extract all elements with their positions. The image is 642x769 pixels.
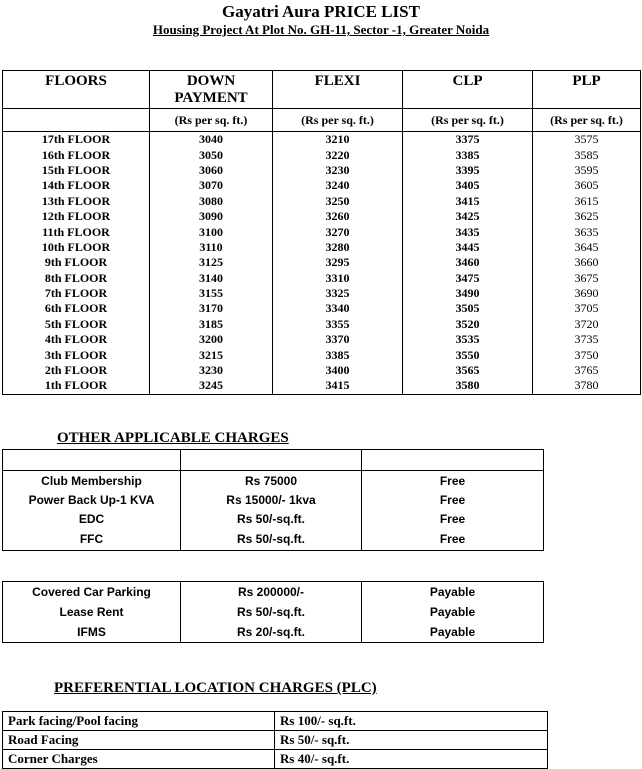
flexi-cell: 3355 <box>273 317 403 332</box>
flexi-cell: 3340 <box>273 301 403 316</box>
clp-cell: 3505 <box>403 301 533 316</box>
charge-amount-cell: Rs 50/-sq.ft. <box>181 528 362 551</box>
flexi-cell: 3385 <box>273 347 403 362</box>
table-row <box>3 712 548 731</box>
column-header-plp: PLP <box>533 71 641 109</box>
plp-cell: 3575 <box>533 132 641 148</box>
clp-cell: 3445 <box>403 240 533 255</box>
page-title: Gayatri Aura PRICE LIST <box>222 2 420 21</box>
table-row <box>3 301 641 316</box>
charge-name-cell: Power Back Up-1 KVA <box>3 490 181 509</box>
clp-cell: 3415 <box>403 194 533 209</box>
table-row <box>3 132 641 148</box>
charge-name-cell: EDC <box>3 509 181 528</box>
flexi-cell: 3325 <box>273 286 403 301</box>
down-payment-cell: 3185 <box>150 317 273 332</box>
clp-cell: 3460 <box>403 255 533 270</box>
floor-cell: 17th FLOOR <box>3 132 150 148</box>
clp-cell: 3405 <box>403 178 533 193</box>
plc-location-cell: Park facing/Pool facing <box>3 712 275 731</box>
other-charges-heading: OTHER APPLICABLE CHARGES <box>57 430 289 446</box>
clp-cell: 3395 <box>403 163 533 178</box>
floor-cell: 6th FLOOR <box>3 301 150 316</box>
charge-status-cell: Free <box>362 509 544 528</box>
flexi-cell: 3220 <box>273 147 403 162</box>
table-row <box>3 750 548 769</box>
unit-cell-floors <box>3 109 150 132</box>
flexi-cell: 3260 <box>273 209 403 224</box>
floor-cell: 5th FLOOR <box>3 317 150 332</box>
down-payment-cell: 3200 <box>150 332 273 347</box>
charge-amount-cell: Rs 75000 <box>181 471 362 491</box>
flexi-cell: 3310 <box>273 271 403 286</box>
flexi-cell: 3210 <box>273 132 403 148</box>
floor-cell: 8th FLOOR <box>3 271 150 286</box>
down-payment-cell: 3230 <box>150 363 273 378</box>
charge-status-cell: Free <box>362 490 544 509</box>
floor-cell: 7th FLOOR <box>3 286 150 301</box>
clp-cell: 3580 <box>403 378 533 394</box>
page-subtitle: Housing Project At Plot No. GH-11, Sector -1, Greater Noida <box>152 22 490 37</box>
clp-cell: 3425 <box>403 209 533 224</box>
flexi-cell: 3250 <box>273 194 403 209</box>
flexi-cell: 3270 <box>273 224 403 239</box>
price-table <box>2 70 641 395</box>
down-payment-cell: 3040 <box>150 132 273 148</box>
plp-cell: 3585 <box>533 147 641 162</box>
down-payment-cell: 3125 <box>150 255 273 270</box>
flexi-cell: 3240 <box>273 178 403 193</box>
table-row <box>3 332 641 347</box>
plc-rate-cell: Rs 50/- sq.ft. <box>275 731 548 750</box>
plp-cell: 3780 <box>533 378 641 394</box>
floor-cell: 12th FLOOR <box>3 209 150 224</box>
table-row <box>3 509 544 528</box>
clp-cell: 3565 <box>403 363 533 378</box>
down-payment-cell: 3215 <box>150 347 273 362</box>
blank-cell <box>3 450 181 471</box>
plp-cell: 3635 <box>533 224 641 239</box>
plc-heading: PREFERENTIAL LOCATION CHARGES (PLC) <box>54 680 377 696</box>
table-row <box>3 240 641 255</box>
charge-amount-cell: Rs 200000/- <box>181 582 362 603</box>
charge-status-cell: Free <box>362 471 544 491</box>
table-row <box>3 378 641 394</box>
plc-rate-cell: Rs 100/- sq.ft. <box>275 712 548 731</box>
table-row <box>3 286 641 301</box>
clp-cell: 3490 <box>403 286 533 301</box>
down-payment-cell: 3080 <box>150 194 273 209</box>
charge-amount-cell: Rs 20/-sq.ft. <box>181 622 362 643</box>
table-row <box>3 317 641 332</box>
table-row <box>3 255 641 270</box>
column-header-down-payment: DOWN PAYMENT <box>150 71 273 109</box>
clp-cell: 3535 <box>403 332 533 347</box>
blank-cell <box>181 450 362 471</box>
unit-cell-flexi: (Rs per sq. ft.) <box>273 109 403 132</box>
charge-name-cell: Lease Rent <box>3 602 181 622</box>
price-table-body <box>3 132 641 395</box>
plp-cell: 3660 <box>533 255 641 270</box>
blank-row <box>3 450 544 471</box>
floor-cell: 14th FLOOR <box>3 178 150 193</box>
table-row <box>3 224 641 239</box>
other-charges-body <box>3 450 544 551</box>
plp-cell: 3595 <box>533 163 641 178</box>
table-row <box>3 194 641 209</box>
floor-cell: 16th FLOOR <box>3 147 150 162</box>
down-payment-cell: 3090 <box>150 209 273 224</box>
flexi-cell: 3230 <box>273 163 403 178</box>
charge-amount-cell: Rs 50/-sq.ft. <box>181 509 362 528</box>
plc-rate-cell: Rs 40/- sq.ft. <box>275 750 548 769</box>
table-row <box>3 731 548 750</box>
floor-cell: 1th FLOOR <box>3 378 150 394</box>
floor-cell: 9th FLOOR <box>3 255 150 270</box>
table-row <box>3 347 641 362</box>
unit-cell-clp: (Rs per sq. ft.) <box>403 109 533 132</box>
flexi-cell: 3400 <box>273 363 403 378</box>
charge-amount-cell: Rs 15000/- 1kva <box>181 490 362 509</box>
clp-cell: 3385 <box>403 147 533 162</box>
plp-cell: 3705 <box>533 301 641 316</box>
table-row <box>3 147 641 162</box>
unit-cell-down-payment: (Rs per sq. ft.) <box>150 109 273 132</box>
plp-cell: 3615 <box>533 194 641 209</box>
column-header-floors: FLOORS <box>3 71 150 109</box>
clp-cell: 3435 <box>403 224 533 239</box>
plp-cell: 3625 <box>533 209 641 224</box>
table-row <box>3 622 544 643</box>
clp-cell: 3520 <box>403 317 533 332</box>
charge-name-cell: FFC <box>3 528 181 551</box>
table-row <box>3 582 544 603</box>
down-payment-cell: 3155 <box>150 286 273 301</box>
floor-cell: 11th FLOOR <box>3 224 150 239</box>
parking-charges-body <box>3 582 544 643</box>
down-payment-cell: 3170 <box>150 301 273 316</box>
flexi-cell: 3295 <box>273 255 403 270</box>
column-header-clp: CLP <box>403 71 533 109</box>
table-row <box>3 209 641 224</box>
floor-cell: 2th FLOOR <box>3 363 150 378</box>
plp-cell: 3765 <box>533 363 641 378</box>
plp-cell: 3720 <box>533 317 641 332</box>
table-row <box>3 163 641 178</box>
plc-table-body <box>3 712 548 769</box>
charge-status-cell: Payable <box>362 622 544 643</box>
plc-location-cell: Road Facing <box>3 731 275 750</box>
floor-cell: 13th FLOOR <box>3 194 150 209</box>
charge-name-cell: Club Membership <box>3 471 181 491</box>
table-row <box>3 271 641 286</box>
down-payment-cell: 3100 <box>150 224 273 239</box>
plp-cell: 3750 <box>533 347 641 362</box>
plp-cell: 3605 <box>533 178 641 193</box>
floor-cell: 10th FLOOR <box>3 240 150 255</box>
charge-name-cell: Covered Car Parking <box>3 582 181 603</box>
plp-cell: 3645 <box>533 240 641 255</box>
table-row <box>3 363 641 378</box>
clp-cell: 3375 <box>403 132 533 148</box>
flexi-cell: 3415 <box>273 378 403 394</box>
charge-status-cell: Free <box>362 528 544 551</box>
down-payment-cell: 3110 <box>150 240 273 255</box>
column-header-flexi: FLEXI <box>273 71 403 109</box>
plp-cell: 3690 <box>533 286 641 301</box>
plp-cell: 3735 <box>533 332 641 347</box>
floor-cell: 15th FLOOR <box>3 163 150 178</box>
table-row <box>3 602 544 622</box>
down-payment-cell: 3245 <box>150 378 273 394</box>
table-row <box>3 471 544 491</box>
charge-status-cell: Payable <box>362 582 544 603</box>
table-row <box>3 490 544 509</box>
table-row <box>3 528 544 551</box>
floor-cell: 3th FLOOR <box>3 347 150 362</box>
clp-cell: 3475 <box>403 271 533 286</box>
clp-cell: 3550 <box>403 347 533 362</box>
charge-name-cell: IFMS <box>3 622 181 643</box>
parking-charges-table <box>2 581 544 643</box>
flexi-cell: 3280 <box>273 240 403 255</box>
unit-cell-plp: (Rs per sq. ft.) <box>533 109 641 132</box>
charge-amount-cell: Rs 50/-sq.ft. <box>181 602 362 622</box>
flexi-cell: 3370 <box>273 332 403 347</box>
charge-status-cell: Payable <box>362 602 544 622</box>
plc-table <box>2 711 548 769</box>
down-payment-cell: 3050 <box>150 147 273 162</box>
down-payment-cell: 3070 <box>150 178 273 193</box>
blank-cell <box>362 450 544 471</box>
plc-location-cell: Corner Charges <box>3 750 275 769</box>
down-payment-cell: 3060 <box>150 163 273 178</box>
down-payment-cell: 3140 <box>150 271 273 286</box>
plp-cell: 3675 <box>533 271 641 286</box>
floor-cell: 4th FLOOR <box>3 332 150 347</box>
table-row <box>3 178 641 193</box>
other-charges-table <box>2 449 544 551</box>
